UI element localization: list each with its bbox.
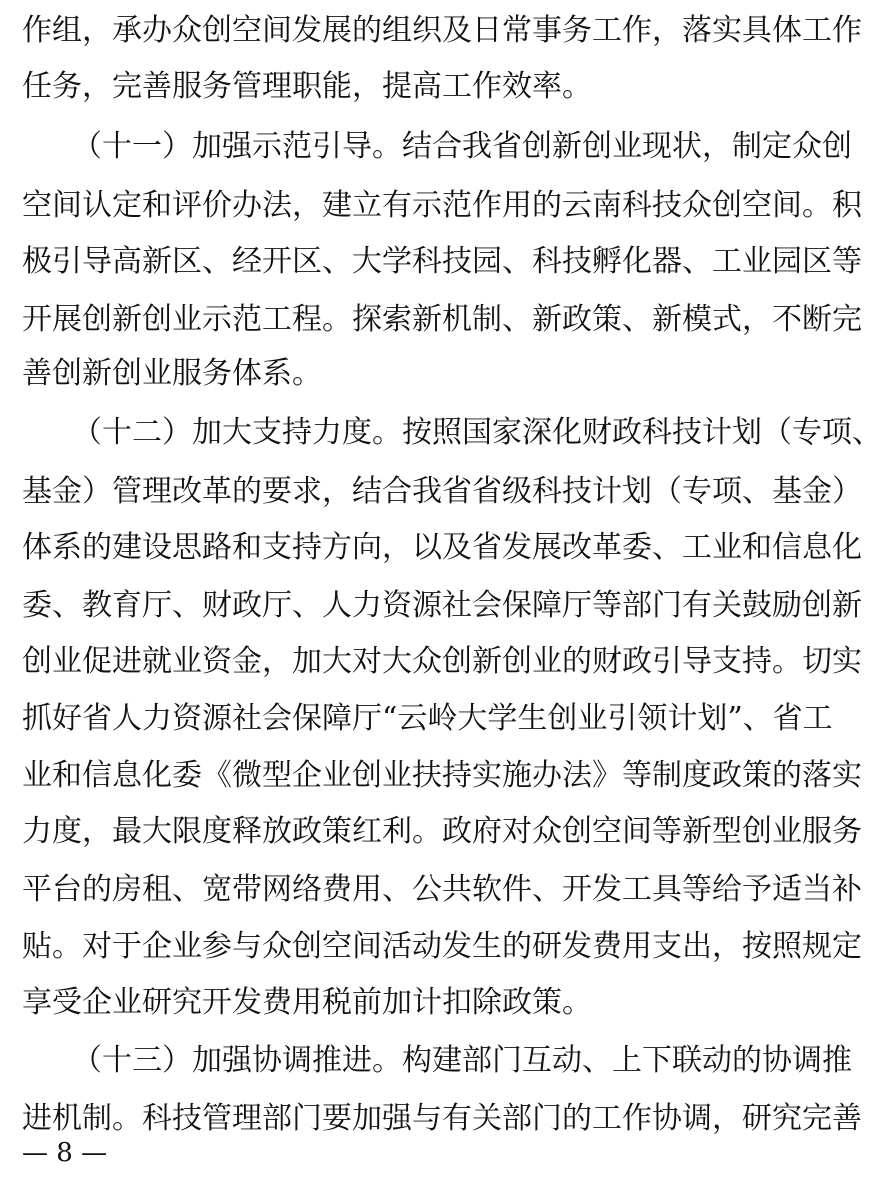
text-line: 极引导高新区、经开区、大学科技园、科技孵化器、工业园区等	[22, 244, 862, 279]
section-heading-line: （十三）加强协调推进。构建部门互动、上下联动的协调推	[72, 1043, 852, 1078]
text-line: 任务，完善服务管理职能，提高工作效率。	[22, 69, 592, 104]
text-line: 业和信息化委《微型企业创业扶持实施办法》等制度政策的落实	[22, 758, 862, 793]
page-number: — 8 —	[22, 1138, 108, 1168]
text-line: 平台的房租、宽带网络费用、公共软件、开发工具等给予适当补	[22, 872, 862, 907]
text-line: 基金）管理改革的要求，结合我省省级科技计划（专项、基金）	[22, 474, 862, 509]
text-line: 空间认定和评价办法，建立有示范作用的云南科技众创空间。积	[22, 188, 862, 223]
text-line: 力度，最大限度释放政策红利。政府对众创空间等新型创业服务	[22, 814, 862, 849]
text-line: 创业促进就业资金，加大对大众创新创业的财政引导支持。切实	[22, 644, 862, 679]
text-line: 委、教育厅、财政厅、人力资源社会保障厅等部门有关鼓励创新	[22, 588, 862, 623]
text-line: 作组，承办众创空间发展的组织及日常事务工作，落实具体工作	[22, 13, 862, 48]
text-line: 抓好省人力资源社会保障厅“云岭大学生创业引领计划”、省工	[22, 701, 833, 736]
text-line: 享受企业研究开发费用税前加计扣除政策。	[22, 985, 592, 1020]
text-line: 贴。对于企业参与众创空间活动发生的研发费用支出，按照规定	[22, 929, 862, 964]
text-line: 进机制。科技管理部门要加强与有关部门的工作协调，研究完善	[22, 1101, 862, 1136]
text-line: 开展创新创业示范工程。探索新机制、新政策、新模式，不断完	[22, 302, 862, 337]
section-heading-line: （十二）加大支持力度。按照国家深化财政科技计划（专项、	[72, 415, 882, 450]
section-heading-line: （十一）加强示范引导。结合我省创新创业现状，制定众创	[72, 129, 852, 164]
text-line: 体系的建设思路和支持方向，以及省发展改革委、工业和信息化	[22, 530, 862, 565]
text-line: 善创新创业服务体系。	[22, 356, 322, 391]
